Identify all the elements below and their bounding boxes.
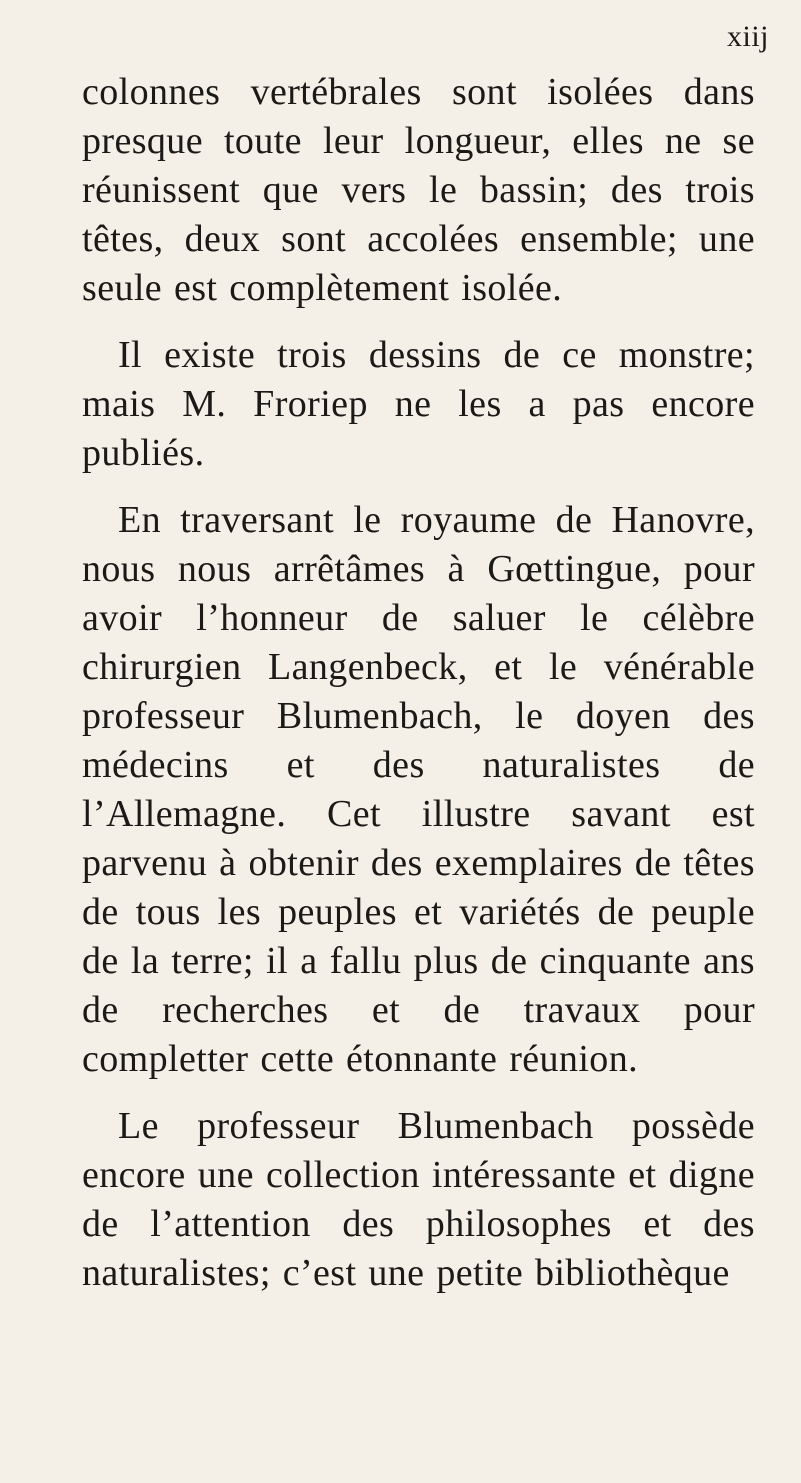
paragraph-hanover-visit: En traversant le royaume de Hanovre, nous nous arrêtâmes à Gœttingue, pour avoir l’honneur de saluer le célèbre chirurgien Langenbeck, et le vénérable professeur Blumenbach, le doyen des médecins et des naturalistes de l’Allemagne. Cet illustre savant est parvenu à obtenir des exemplaires de têtes de tous les peuples et variétés de peuple de la terre; il a fallu plus de cinquante ans de recherches et de travaux pour completter cette étonnante réunion.	[82, 499, 755, 1080]
paragraph-continuation: colonnes vertébrales sont isolées dans presque toute leur longueur, elles ne se réunissent que vers le bassin; des trois têtes, deux sont accolées ensemble; une seule est complètement isolée.	[82, 71, 755, 309]
paragraph-blumenbach-collection: Le professeur Blumenbach possède encore une collection intéressante et digne de l’attention des philosophes et des naturalistes; c’est une petite bibliothèque	[82, 1105, 755, 1294]
page-number: xiij	[726, 20, 769, 53]
paragraph-drawings: Il existe trois dessins de ce monstre; mais M. Froriep ne les a pas encore publiés.	[82, 334, 755, 474]
